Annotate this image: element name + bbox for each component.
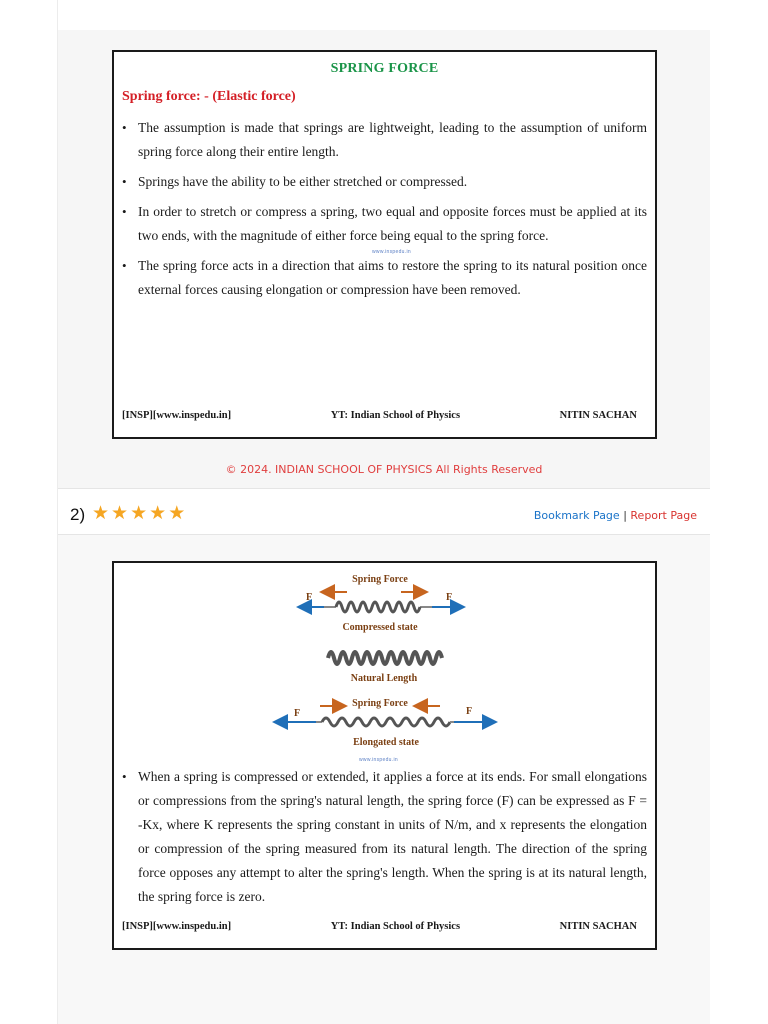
natural-spring: [328, 652, 442, 664]
footer-left: [INSP][www.inspedu.in]: [122, 921, 232, 932]
bullet-item: [122, 765, 647, 909]
footer-center: YT: Indian School of Physics: [330, 921, 461, 932]
star-icon[interactable]: ★: [149, 503, 167, 524]
spring-diagram: [114, 563, 655, 763]
watermark: www.inspedu.in: [359, 757, 398, 763]
slide-title: SPRING FORCE: [330, 61, 439, 76]
elongated-state-label: Elongated state: [353, 737, 419, 748]
page-number: 2): [70, 505, 86, 524]
compressed-state-label: Compressed state: [342, 622, 418, 633]
bullet-icon: •: [122, 120, 127, 135]
bullet-icon: •: [122, 769, 127, 784]
star-icon[interactable]: ★: [168, 503, 186, 524]
bullet-item: [122, 170, 647, 194]
bullet-icon: •: [122, 258, 127, 273]
bullet-text: The spring force acts in a direction that aims to restore the spring to its natural position once external forces causing elongation or compression have been removed.: [138, 258, 647, 297]
force-label: F: [294, 708, 301, 719]
elongated-spring-force-title: Spring Force: [352, 698, 408, 709]
bullet-item: [122, 254, 647, 302]
force-label: F: [306, 592, 313, 603]
bullet-icon: •: [122, 204, 127, 219]
star-rating[interactable]: [92, 503, 185, 525]
footer-right: NITIN SACHAN: [559, 921, 637, 932]
bullet-item: [122, 116, 647, 164]
page-actions: [534, 509, 697, 522]
slide-page-1: [112, 50, 657, 439]
slide-page-2: [112, 561, 657, 950]
star-icon[interactable]: ★: [130, 503, 148, 524]
bullet-text: When a spring is compressed or extended, it applies a force at its ends. For small elongations or compressions from the spring's natural length, the spring force (F) can be expressed as F = -Kx, where K represents the spring constant in units of N/m, and x represents the elongation or compression of the spring measured from its natural length. The direction of the spring force opposes any attempt to alter the spring's length. When the spring is at its natural length, the spring force is zero.: [138, 769, 647, 904]
divider: [58, 488, 710, 489]
footer-right: NITIN SACHAN: [559, 410, 637, 421]
natural-length-label: Natural Length: [350, 673, 418, 684]
compressed-spring-force-title: Spring Force: [352, 574, 408, 585]
bullet-list: [122, 116, 647, 308]
footer-center: YT: Indian School of Physics: [330, 410, 461, 421]
footer-left: [INSP][www.inspedu.in]: [122, 410, 232, 421]
slide-subheading: Spring force: - (Elastic force): [122, 89, 296, 104]
link-separator: |: [623, 509, 627, 522]
bookmark-page-link[interactable]: Bookmark Page: [533, 509, 620, 522]
slide-footer: [122, 410, 637, 421]
star-icon[interactable]: ★: [111, 503, 129, 524]
bullet-text: The assumption is made that springs are lightweight, leading to the assumption of uniform spring force along their entire length.: [138, 120, 647, 159]
bullet-text: In order to stretch or compress a spring, two equal and opposite forces must be applied at its two ends, with the magnitude of either force being equal to the spring force.: [138, 204, 647, 243]
compressed-spring: [336, 602, 420, 612]
bullet-list: [122, 765, 647, 915]
copyright-notice: © 2024. INDIAN SCHOOL OF PHYSICS All Rights Reserved: [225, 463, 543, 476]
slide-footer: [122, 921, 637, 932]
elongated-spring: [322, 718, 450, 726]
bullet-text: Springs have the ability to be either stretched or compressed.: [138, 174, 468, 189]
report-page-link[interactable]: Report Page: [630, 509, 697, 522]
bullet-item: [122, 200, 647, 248]
force-label: F: [446, 592, 453, 603]
force-label: F: [466, 706, 473, 717]
watermark: www.inspedu.in: [372, 249, 411, 255]
bullet-icon: •: [122, 174, 127, 189]
star-icon[interactable]: ★: [92, 503, 110, 524]
